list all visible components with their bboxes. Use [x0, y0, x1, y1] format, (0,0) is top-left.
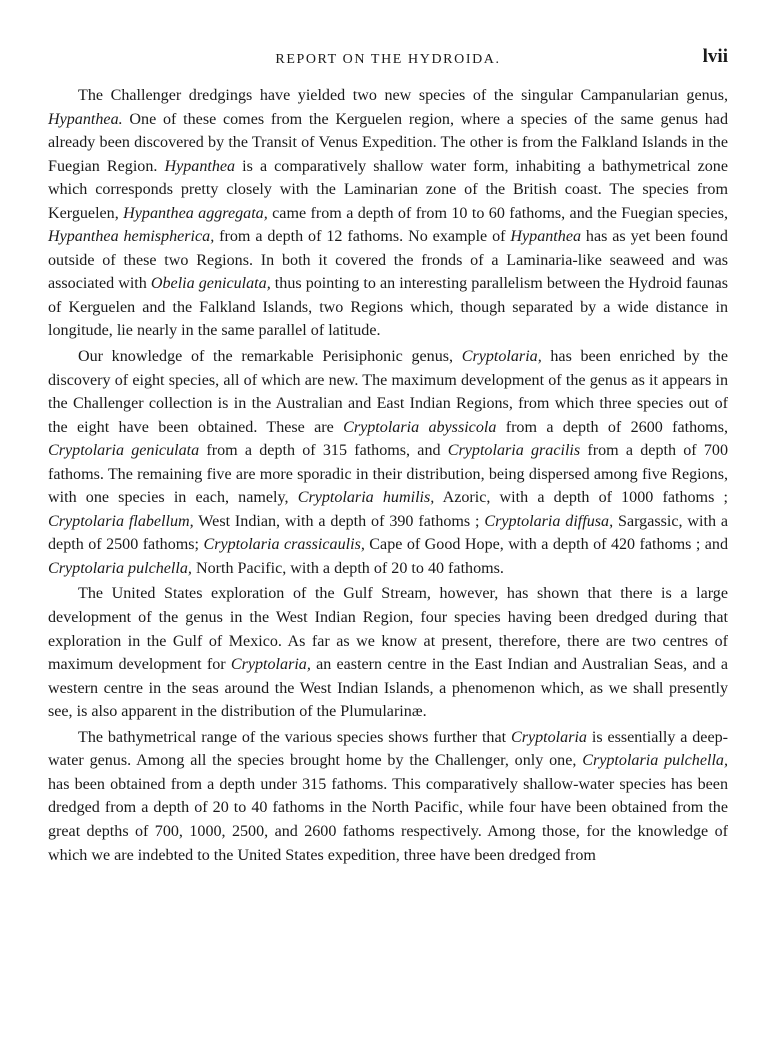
- italic-term: Cryptolaria: [510, 728, 587, 746]
- italic-term: Cryptolaria geniculata: [48, 442, 200, 460]
- text-run: an eastern centre in the East Indian and Australian Seas, and a western centre in the seas around the West Indian Islands, a phenomenon which, as we shall presently see, is also apparent in the distribution of the Plumularinæ.: [48, 656, 728, 721]
- italic-term: Cryptolaria diffusa,: [484, 512, 614, 530]
- italic-term: Hypanthea hemispherica,: [48, 228, 215, 246]
- italic-term: Cryptolaria humilis,: [297, 489, 435, 507]
- text-run: from a depth of 700 fathoms. The remaining five are more sporadic in their distribution, being dispersed among five Regions, with one species in each, namely,: [48, 442, 728, 507]
- text-run: has been enriched by the discovery of eight species, all of which are new. The maximum development of the genus as it appears in the Challenger collection is in the Australian and East Indian Regions, from which three species out of the eight have been obtained. These are: [48, 348, 728, 436]
- text-run: The United States exploration of the Gulf Stream, however, has shown that there is a large development of the genus in the West Indian Region, four species having been dredged during that exploration in the Gulf of Mexico. As far as we know at present, therefore, there are two centres of maximum development for: [48, 585, 728, 674]
- text-run: Our knowledge of the remarkable Perisiphonic genus,: [78, 348, 462, 366]
- page-number: lvii: [702, 46, 728, 67]
- italic-term: Hypanthea aggregata,: [123, 204, 268, 222]
- paragraph-1: [48, 84, 728, 343]
- italic-term: Hypanthea.: [48, 110, 123, 128]
- text-run: Azoric, with a depth of 1000 fathoms ;: [434, 489, 728, 507]
- text-run: has been obtained from a depth under 315 fathoms. This comparatively shallow-water species has been dredged from a depth of 20 to 40 fathoms in the North Pacific, while four have been obtained from the great depths of 700, 1000, 2500, and 2600 fathoms respectively. Among those, for the knowledge of which we are indebted to the United States expedition, three have been dredged from: [48, 775, 728, 864]
- text-run: Cape of Good Hope, with a depth of 420 fathoms ; and: [364, 536, 729, 554]
- paragraph-4: [48, 726, 728, 867]
- text-run: The Challenger dredgings have yielded two new species of the singular Campanularian genus,: [78, 87, 728, 104]
- text-run: is essentially a deep-water genus. Among all the species brought home by the Challenger, only one,: [48, 728, 728, 770]
- body-text: [48, 84, 728, 869]
- paragraph-2: [48, 345, 728, 580]
- text-run: The bathymetrical range of the various species shows further that: [78, 728, 511, 746]
- text-run: from a depth of 315 fathoms, and: [199, 442, 448, 460]
- text-run: is a comparatively shallow water form, inhabiting a bathymetrical zone which corresponds pretty closely with the Laminarian zone of the British coast. The species from Kerguelen,: [48, 157, 728, 222]
- text-run: Sargassic, with a depth of 2500 fathoms;: [48, 512, 729, 554]
- text-run: has as yet been found outside of these two Regions. In both it covered the fronds of a Laminaria-like seaweed and was associated with: [48, 228, 728, 293]
- italic-term: Cryptolaria pulchella,: [582, 752, 728, 770]
- italic-term: Cryptolaria,: [461, 348, 542, 366]
- italic-term: Cryptolaria flabellum,: [48, 512, 194, 530]
- italic-term: Hypanthea: [510, 228, 582, 246]
- text-run: came from a depth of from 10 to 60 fathoms, and the Fuegian species,: [267, 204, 728, 222]
- italic-term: Cryptolaria abyssicola: [343, 418, 497, 436]
- running-title: REPORT ON THE HYDROIDA.: [275, 52, 501, 67]
- italic-term: Cryptolaria pulchella,: [48, 559, 192, 577]
- text-run: West Indian, with a depth of 390 fathoms ;: [193, 512, 485, 530]
- text-run: thus pointing to an interesting parallelism between the Hydroid faunas of Kerguelen and the Falkland Islands, two Regions which, though separated by a wide distance in longitude, lie nearly in the same parallel of latitude.: [48, 275, 728, 340]
- italic-term: Obelia geniculata,: [150, 275, 271, 293]
- italic-term: Cryptolaria gracilis: [447, 442, 581, 460]
- italic-term: Hypanthea: [164, 157, 236, 175]
- italic-term: Cryptolaria crassicaulis,: [203, 536, 365, 554]
- running-header: [48, 46, 728, 74]
- italic-term: Cryptolaria,: [230, 656, 311, 674]
- text-run: North Pacific, with a depth of 20 to 40 fathoms.: [191, 559, 504, 577]
- paragraph-3: [48, 582, 728, 723]
- text-run: One of these comes from the Kerguelen region, where a species of the same genus had already been discovered by the Transit of Venus Expedition. The other is from the Falkland Islands in the Fuegian Region.: [48, 110, 728, 175]
- text-run: from a depth of 2600 fathoms,: [496, 418, 728, 436]
- text-run: from a depth of 12 fathoms. No example of: [214, 228, 511, 246]
